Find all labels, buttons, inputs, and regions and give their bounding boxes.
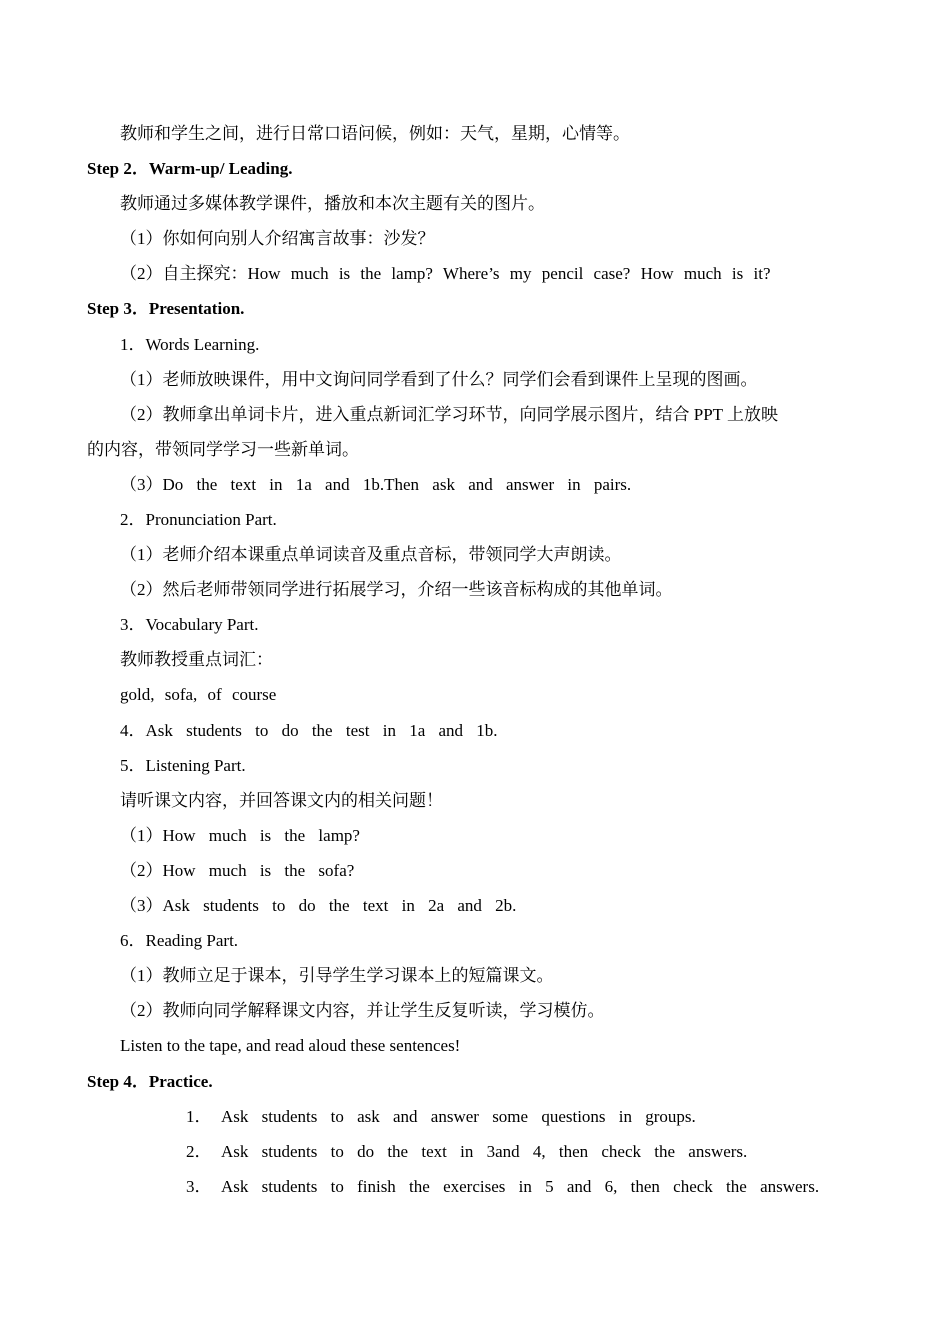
reading-item-2: （2）教师向同学解释课文内容，并让学生反复听读，学习模仿。 [120, 1001, 605, 1020]
pronunciation-item-2: （2）然后老师带领同学进行拓展学习，介绍一些该音标构成的其他单词。 [120, 580, 673, 599]
practice-item-number: 1． [186, 1107, 212, 1126]
practice-item [186, 1141, 747, 1163]
multimedia-paragraph: 教师通过多媒体教学课件，播放和本次主题有关的图片。 [120, 194, 545, 213]
reading-item-1: （1）教师立足于课本，引导学生学习课本上的短篇课文。 [120, 966, 554, 985]
words-learning-item-1: （1）老师放映课件，用中文询问同学看到了什么？同学们会看到课件上呈现的图画。 [120, 370, 758, 389]
greeting-paragraph: 教师和学生之间，进行日常口语问候，例如：天气，星期，心情等。 [120, 124, 630, 143]
test-instruction: 4．Ask students to do the test in 1a and 1b. [120, 721, 498, 740]
practice-item [186, 1106, 696, 1128]
practice-item-text: Ask students to do the text in 3and 4, then check the answers. [221, 1142, 748, 1161]
vocabulary-title: 3．Vocabulary Part. [120, 615, 259, 634]
reading-title: 6．Reading Part. [120, 931, 239, 950]
vocabulary-words: gold, sofa, of course [120, 685, 277, 704]
words-learning-title: 1．Words Learning. [120, 335, 260, 354]
listening-item-3: （3）Ask students to do the text in 2a and 2b. [120, 896, 517, 915]
pronunciation-title: 2．Pronunciation Part. [120, 510, 277, 529]
practice-item-text: Ask students to finish the exercises in 5 and 6, then check the answers. [221, 1177, 820, 1196]
warmup-item-2: （2）自主探究：How much is the lamp? Where’s my pencil case? How much is it? [120, 264, 771, 283]
words-learning-item-3: （3）Do the text in 1a and 1b.Then ask and answer in pairs. [120, 475, 632, 494]
listening-title: 5．Listening Part. [120, 756, 246, 775]
words-learning-item-2: （2）教师拿出单词卡片，进入重点新词汇学习环节，向同学展示图片，结合 PPT 上放映 [120, 405, 778, 424]
practice-item-number: 3． [186, 1177, 212, 1196]
reading-instruction: Listen to the tape, and read aloud these sentences! [120, 1036, 461, 1055]
listening-intro: 请听课文内容，并回答课文内的相关问题！ [120, 791, 443, 810]
listening-item-1: （1）How much is the lamp? [120, 826, 360, 845]
pronunciation-item-1: （1）老师介绍本课重点单词读音及重点音标，带领同学大声朗读。 [120, 545, 622, 564]
practice-item-text: Ask students to ask and answer some questions in groups. [221, 1107, 696, 1126]
vocabulary-intro: 教师教授重点词汇： [120, 650, 273, 669]
practice-item-number: 2． [186, 1142, 212, 1161]
practice-item [186, 1176, 819, 1198]
step2-heading: Step 2．Warm-up/ Leading. [87, 159, 293, 178]
words-learning-item-2-cont: 的内容，带领同学学习一些新单词。 [87, 440, 359, 459]
step3-heading: Step 3．Presentation. [87, 299, 245, 318]
step4-heading: Step 4．Practice. [87, 1072, 213, 1091]
listening-item-2: （2）How much is the sofa? [120, 861, 355, 880]
warmup-item-1: （1）你如何向别人介绍寓言故事：沙发？ [120, 229, 435, 248]
